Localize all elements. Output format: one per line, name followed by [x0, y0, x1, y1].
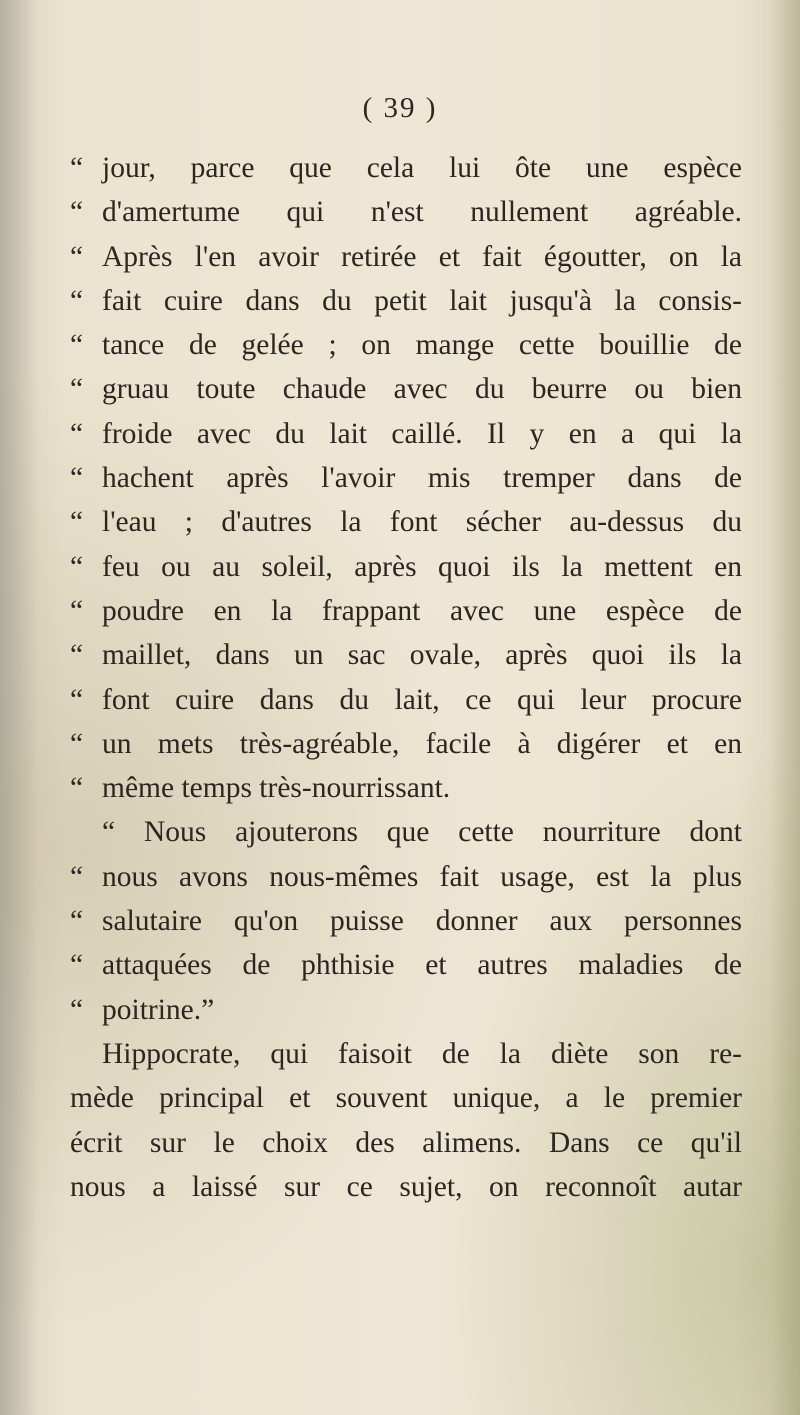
text-line [70, 235, 742, 279]
text-line [70, 766, 742, 810]
page-edge-shadow-left [0, 0, 38, 1415]
quote-mark: “ [70, 550, 84, 583]
text-line-paragraph-start [70, 1032, 742, 1076]
line-text: salutaire qu'on puisse donner aux personnes [102, 905, 742, 938]
text-line [70, 367, 742, 411]
text-line [70, 722, 742, 766]
text-line-paragraph-start [70, 810, 742, 854]
line-text: un mets très-agréable, facile à digérer et en [102, 727, 742, 760]
line-text: font cuire dans du lait, ce qui leur procure [102, 683, 742, 716]
line-text: gruau toute chaude avec du beurre ou bien [102, 373, 742, 406]
quote-mark: “ [70, 683, 84, 716]
text-line [70, 678, 742, 722]
quote-mark: “ [70, 240, 84, 273]
line-text: l'eau ; d'autres la font sécher au-dessus du [102, 506, 742, 539]
text-line [70, 589, 742, 633]
line-text: attaquées de phthisie et autres maladies de [102, 949, 742, 982]
line-text: Hippocrate, qui faisoit de la diète son re- [102, 1037, 742, 1070]
line-text: d'amertume qui n'est nullement agréable. [102, 196, 742, 229]
quote-mark: “ [70, 152, 84, 184]
quote-mark: “ [70, 594, 84, 627]
quote-mark: “ [70, 727, 84, 760]
text-line [70, 899, 742, 943]
line-text: même temps très-nourrissant. [102, 772, 451, 805]
line-text: froide avec du lait caillé. Il y en a qui la [102, 417, 742, 450]
quote-mark: “ [70, 196, 84, 229]
quote-mark: “ [70, 284, 84, 317]
quote-mark: “ [70, 993, 84, 1026]
page-number: ( 39 ) [362, 92, 438, 124]
line-text: feu ou au soleil, après quoi ils la mettent en [102, 550, 742, 583]
text-line [70, 988, 742, 1032]
line-text: Après l'en avoir retirée et fait égoutter, on la [102, 240, 742, 273]
quote-mark: “ [70, 860, 84, 893]
line-text: fait cuire dans du petit lait jusqu'à la consis- [102, 284, 742, 317]
text-line [70, 190, 742, 234]
quote-mark: “ [70, 949, 84, 982]
text-line [70, 633, 742, 677]
line-text: nous avons nous-mêmes fait usage, est la plus [102, 860, 742, 893]
line-text: mède principal et souvent unique, a le premier [70, 1082, 742, 1115]
text-line [70, 855, 742, 899]
quote-mark: “ [70, 506, 84, 539]
line-text: tance de gelée ; on mange cette bouillie de [102, 329, 742, 362]
line-text: écrit sur le choix des alimens. Dans ce qu'il [70, 1126, 742, 1159]
quote-mark: “ [70, 905, 84, 938]
text-line [70, 1165, 742, 1209]
line-text: jour, parce que cela lui ôte une espèce [102, 152, 742, 184]
text-line [70, 1076, 742, 1120]
quote-mark: “ [70, 373, 84, 406]
text-line [70, 545, 742, 589]
quote-mark: “ [70, 772, 84, 805]
line-text: “ Nous ajouterons que cette nourriture dont [102, 816, 742, 849]
text-line [70, 943, 742, 987]
text-line [70, 323, 742, 367]
body-text [70, 146, 742, 1209]
line-text: maillet, dans un sac ovale, après quoi ils la [102, 639, 742, 672]
quote-mark: “ [70, 329, 84, 362]
line-text: poudre en la frappant avec une espèce de [102, 594, 742, 627]
text-line [70, 1121, 742, 1165]
text-line [70, 500, 742, 544]
text-line [70, 146, 742, 190]
quote-mark: “ [70, 462, 84, 495]
quote-mark: “ [70, 417, 84, 450]
line-text: poitrine.” [102, 993, 215, 1026]
text-line [70, 456, 742, 500]
line-text: hachent après l'avoir mis tremper dans de [102, 462, 742, 495]
page-edge-shadow-right [770, 0, 800, 1415]
quote-mark: “ [70, 639, 84, 672]
line-text: nous a laissé sur ce sujet, on reconnoît autar [70, 1170, 742, 1203]
text-line [70, 412, 742, 456]
text-line [70, 279, 742, 323]
